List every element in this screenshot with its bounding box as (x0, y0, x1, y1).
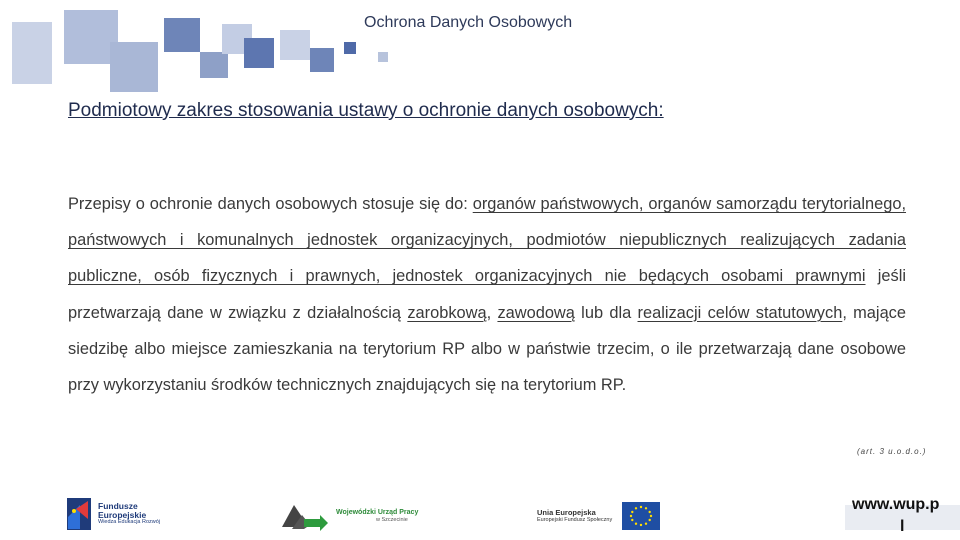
heading-rest: zakres stosowania ustawy o ochronie danych osobowych: (171, 100, 664, 121)
body-paragraph (68, 186, 906, 403)
decor-square (110, 42, 158, 92)
heading-keyword: Podmiotowy (68, 100, 172, 121)
page-heading (68, 100, 664, 122)
decor-square (200, 52, 228, 78)
underlined-term: zarobkową (407, 303, 487, 322)
decor-square (310, 48, 334, 72)
website-url[interactable]: www.wup.p (852, 496, 940, 513)
wup-city: w Szczecinie (376, 516, 408, 523)
underlined-term: realizacji celów statutowych (637, 303, 843, 322)
ue-fund: Europejski Fundusz Społeczny (537, 517, 613, 524)
decor-square (164, 18, 200, 52)
underlined-term: zawodową (497, 303, 575, 322)
website-url-tail[interactable]: l (900, 518, 905, 535)
citation: (art. 3 u.o.d.o.) (857, 447, 927, 456)
decor-square (378, 52, 388, 62)
header-title: Ochrona Danych Osobowych (364, 14, 573, 31)
fundusze-europejskie-logo (66, 494, 186, 534)
wup-emblem-icon (280, 501, 330, 531)
body-text-segment: , mające siedzibę albo miejsce zamieszkania na terytorium RP albo w państwie trzecim, o ile przetwarzają dane osobowe przy wykorzystaniu środków technicznych znajdujących się na terytorium RP. (68, 303, 906, 395)
decor-square (244, 38, 274, 68)
fe-name-line2: Europejskie (98, 510, 147, 521)
decor-square (280, 30, 310, 60)
wup-name: Wojewódzki Urząd Pracy (336, 508, 419, 516)
fe-program: Wiedza Edukacja Rozwój (98, 519, 161, 526)
body-text-segment: jeśli przetwarzają dane w związku z działalnością (68, 267, 906, 322)
wup-logo (280, 498, 440, 534)
underlined-term: organów państwowych, organów samorządu terytorialnego, państwowych i komunalnych jednostek organizacyjnych, podmiotów niepublicznych realizujących zadania publiczne, osób fizycznych i prawnych, jednostek organizacyjnych nie będących osobami prawnymi (68, 195, 907, 286)
fe-emblem-icon (66, 497, 92, 531)
body-text-segment: Przepisy o ochronie danych osobowych stosuje się do: (68, 195, 473, 213)
ue-logo (537, 500, 677, 532)
body-text-segment: , (486, 303, 498, 322)
body-text-segment: lub dla (574, 303, 638, 322)
decor-square (12, 22, 52, 84)
ue-name: Unia Europejska (537, 507, 596, 517)
fe-name-line1: Fundusze (98, 501, 138, 512)
eu-flag-icon (622, 502, 660, 530)
decor-square (344, 42, 356, 54)
